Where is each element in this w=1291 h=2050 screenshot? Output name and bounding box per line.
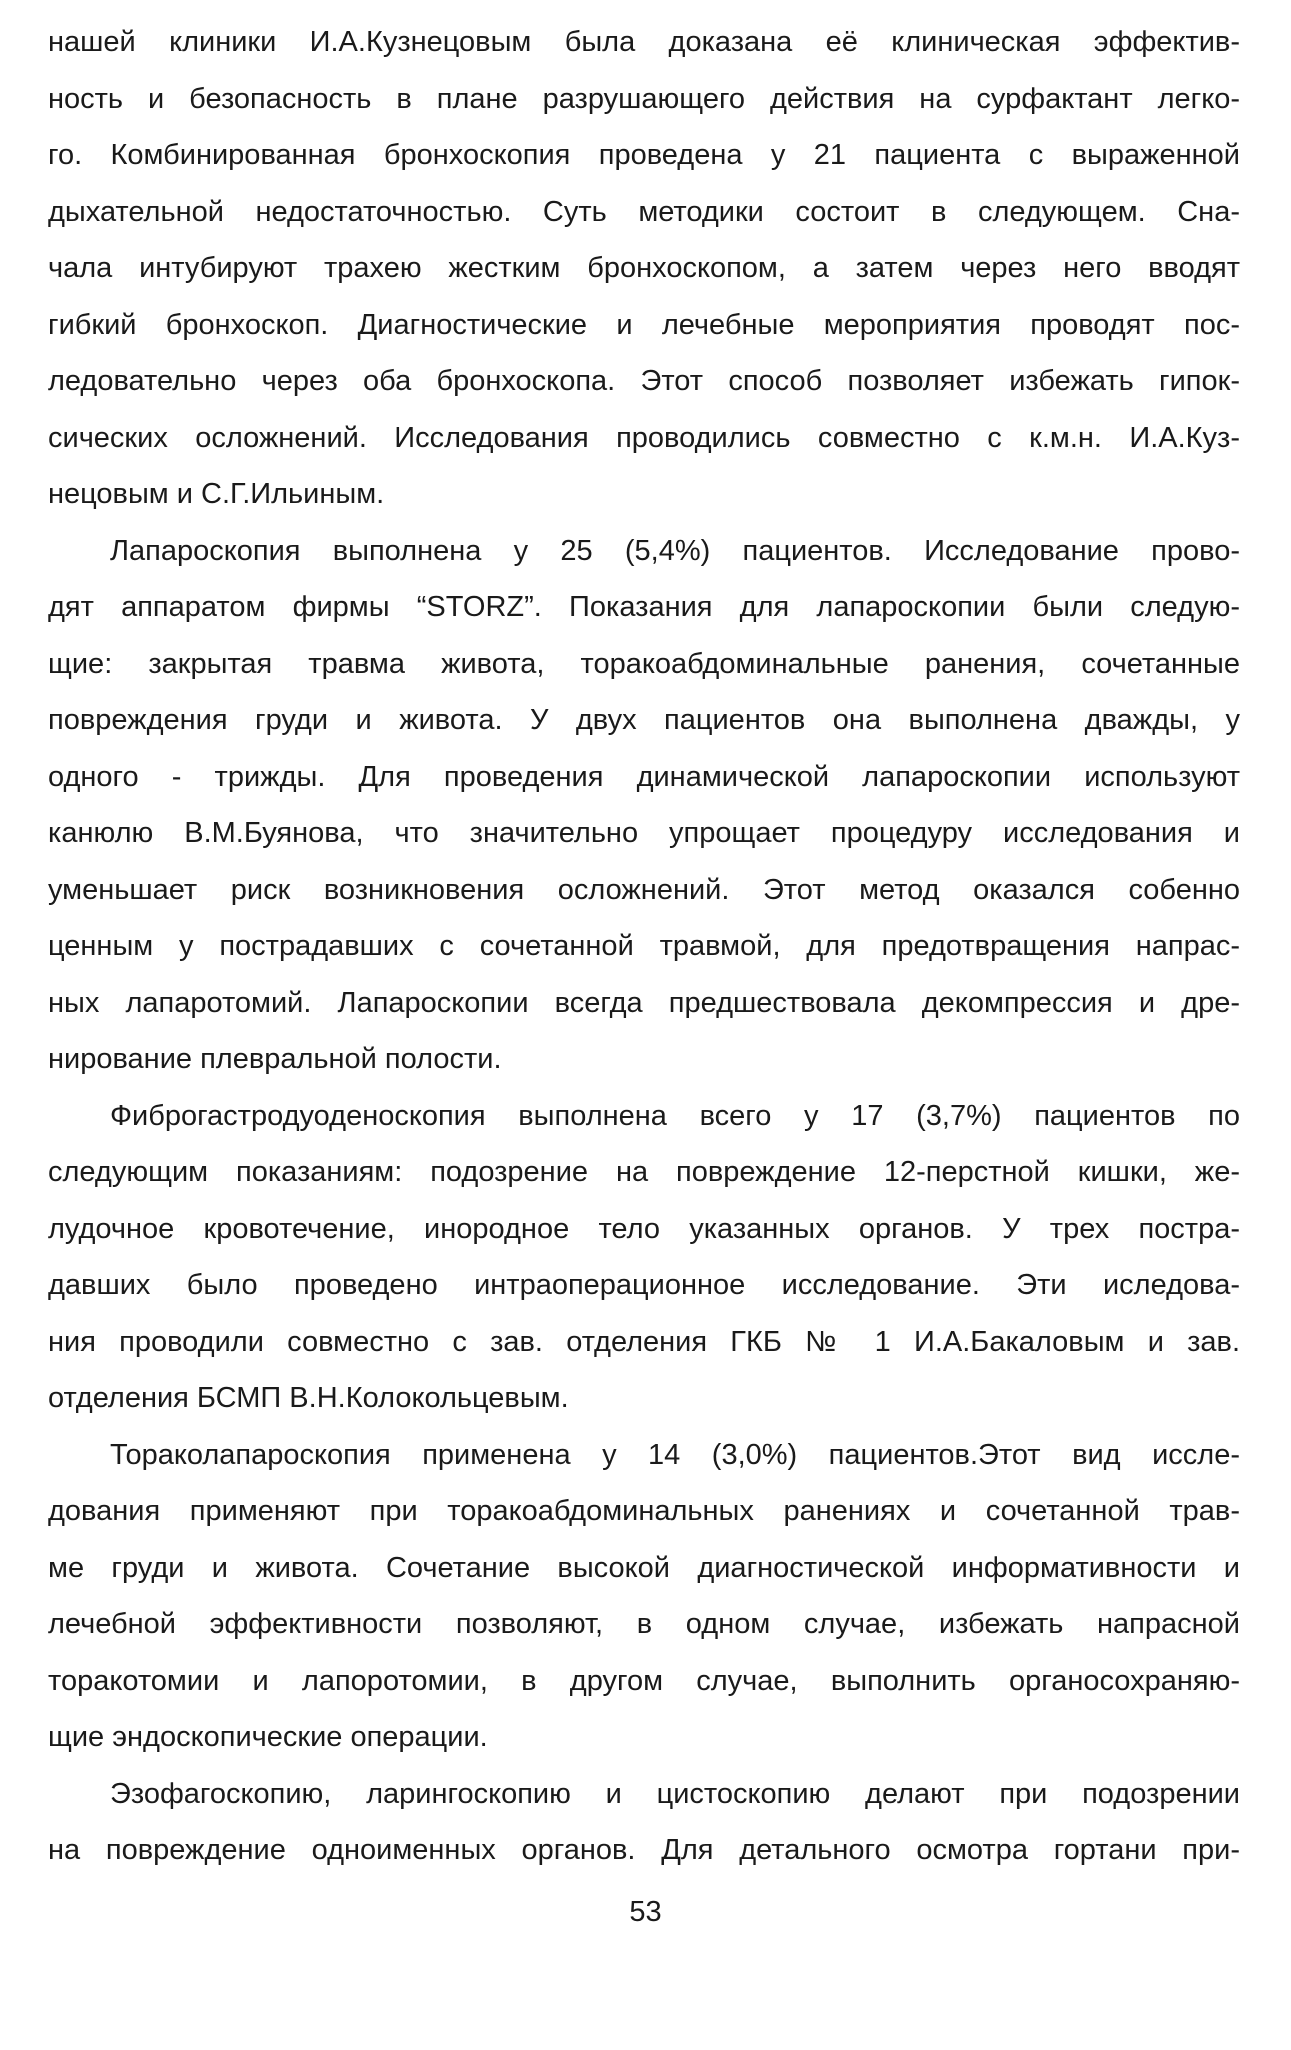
text-line: щие: закрытая травма живота, торакоабдоминальные ранения, сочетанные bbox=[48, 647, 1240, 680]
text-line: одного - трижды. Для проведения динамической лапароскопии используют bbox=[48, 760, 1240, 793]
text-line: чала интубируют трахею жестким бронхоскопом, а затем через него вводят bbox=[48, 252, 1240, 284]
text-line: нецовым и С.Г.Ильиным. bbox=[48, 478, 385, 510]
text-line: торакотомии и лапоротомии, в другом случае, выполнить органосохраняю- bbox=[48, 1664, 1240, 1697]
text-line: Фиброгастродуоденоскопия выполнена всего у 17 (3,7%) пациентов по bbox=[110, 1099, 1240, 1132]
text-line: ность и безопасность в плане разрушающего действия на сурфактант легко- bbox=[48, 82, 1240, 115]
text-line: следующим показаниям: подозрение на повреждение 12-перстной кишки, же- bbox=[48, 1156, 1240, 1188]
text-line: ных лапаротомий. Лапароскопии всегда предшествовала декомпрессия и дре- bbox=[48, 986, 1240, 1019]
text-line: дят аппаратом фирмы “STORZ”. Показания для лапароскопии были следую- bbox=[48, 591, 1240, 623]
text-line: Эзофагоскопию, ларингоскопию и цистоскопию делают при подозрении bbox=[110, 1777, 1240, 1810]
paragraph bbox=[48, 1427, 1240, 1766]
paragraph bbox=[48, 1766, 1240, 1879]
text-line: уменьшает риск возникновения осложнений. Этот метод оказался собенно bbox=[48, 873, 1240, 906]
body-text bbox=[48, 14, 1240, 1879]
text-line: Лапароскопия выполнена у 25 (5,4%) пациентов. Исследование прово- bbox=[110, 534, 1240, 567]
text-line: нирование плевральной полости. bbox=[48, 1043, 502, 1075]
page-number: 53 bbox=[629, 1896, 662, 1928]
document-page bbox=[48, 14, 1240, 1879]
text-line: ме груди и живота. Сочетание высокой диагностической информативности и bbox=[48, 1551, 1240, 1584]
text-line: на повреждение одноименных органов. Для детального осмотра гортани при- bbox=[48, 1834, 1240, 1866]
text-line: отделения БСМП В.Н.Колокольцевым. bbox=[48, 1382, 569, 1414]
text-line: лечебной эффективности позволяют, в одном случае, избежать напрасной bbox=[48, 1608, 1240, 1640]
text-line: нашей клиники И.А.Кузнецовым была доказана её клиническая эффектив- bbox=[48, 26, 1240, 58]
text-line: ледовательно через оба бронхоскопа. Этот способ позволяет избежать гипок- bbox=[48, 365, 1240, 397]
text-line: го. Комбинированная бронхоскопия проведена у 21 пациента с выраженной bbox=[48, 139, 1240, 171]
text-line: гибкий бронхоскоп. Диагностические и лечебные мероприятия проводят пос- bbox=[48, 308, 1240, 341]
text-line: щие эндоскопические операции. bbox=[48, 1721, 488, 1753]
text-line: ценным у пострадавших с сочетанной травмой, для предотвращения напрас- bbox=[48, 930, 1240, 962]
paragraph bbox=[48, 14, 1240, 523]
text-line: давших было проведено интраоперационное исследование. Эти иследова- bbox=[48, 1269, 1240, 1301]
text-line: дыхательной недостаточностью. Суть методики состоит в следующем. Сна- bbox=[48, 195, 1240, 228]
text-line: канюлю В.М.Буянова, что значительно упрощает процедуру исследования и bbox=[48, 817, 1240, 849]
text-line: дования применяют при торакоабдоминальных ранениях и сочетанной трав- bbox=[48, 1495, 1240, 1527]
text-line: Тораколапароскопия применена у 14 (3,0%) пациентов.Этот вид иссле- bbox=[110, 1438, 1240, 1471]
text-line: повреждения груди и живота. У двух пациентов она выполнена дважды, у bbox=[48, 704, 1240, 736]
text-line: сических осложнений. Исследования проводились совместно с к.м.н. И.А.Куз- bbox=[48, 421, 1240, 454]
text-line: лудочное кровотечение, инородное тело указанных органов. У трех постра- bbox=[48, 1212, 1240, 1245]
paragraph bbox=[48, 1088, 1240, 1427]
text-line: ния проводили совместно с зав. отделения ГКБ № 1 И.А.Бакаловым и зав. bbox=[48, 1325, 1240, 1358]
paragraph bbox=[48, 523, 1240, 1088]
